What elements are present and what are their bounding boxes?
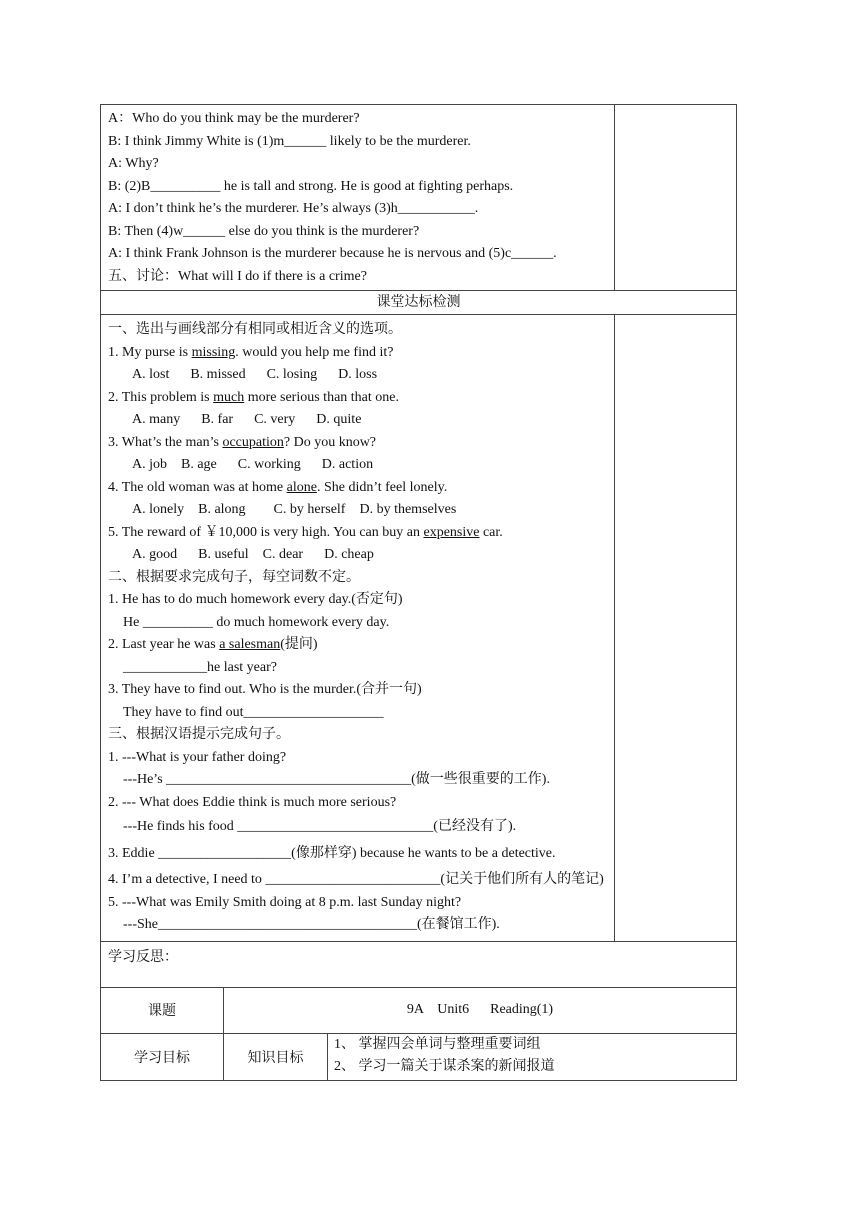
question: 4. The old woman was at home alone. She didn’t feel lonely. (108, 479, 448, 495)
exercise-line: 3. Eddie ___________________(像那样穿) because he wants to be a detective. (108, 845, 556, 861)
question: 1. My purse is missing. would you help me find it? (108, 344, 394, 360)
reflection-label: 学习反思： (108, 949, 178, 965)
exercise-line: 3. They have to find out. Who is the murder.(合并一句) (108, 682, 422, 697)
topic-row (101, 988, 736, 1034)
goals-row (101, 1034, 736, 1080)
section-title: 课堂达标检测 (101, 291, 736, 315)
goals-list (328, 1034, 736, 1080)
goals-label: 学习目标 (101, 1034, 224, 1080)
dialogue-line: A：Who do you think may be the murderer? (108, 111, 360, 126)
question-options: A. job B. age C. working D. action (132, 457, 374, 472)
part3-heading: 三、根据汉语提示完成句子。 (108, 727, 290, 742)
exercise-row (101, 315, 736, 942)
topic-label: 课题 (101, 988, 224, 1033)
question: 3. What’s the man’s occupation? Do you know? (108, 434, 377, 450)
reflection-row (101, 942, 736, 988)
exercise-cell (101, 315, 615, 941)
goal-item: 1、 掌握四会单词与整理重要词组 (334, 1036, 541, 1052)
exercise-line: They have to find out____________________ (123, 704, 384, 720)
question-options: A. lonely B. along C. by herself D. by themselves (132, 502, 457, 517)
dialogue-line: B: I think Jimmy White is (1)m______ likely to be the murderer. (108, 133, 471, 149)
exercise-line: ---He finds his food ____________________________(已经没有了). (123, 819, 517, 834)
question-options: A. good B. useful C. dear D. cheap (132, 547, 374, 562)
worksheet-table (100, 104, 737, 1081)
dialogue-cell (101, 105, 615, 290)
exercise-line: He __________ do much homework every day. (123, 614, 390, 630)
dialogue-line: A: I don’t think he’s the murderer. He’s always (3)h___________. (108, 201, 479, 216)
dialogue-line: B: Then (4)w______ else do you think is the murderer? (108, 223, 420, 239)
part1-heading: 一、选出与画线部分有相同或相近含义的选项。 (108, 322, 402, 337)
exercise-line: 2. --- What does Eddie think is much more serious? (108, 794, 397, 810)
question-options: A. lost B. missed C. losing D. loss (132, 367, 378, 382)
exercise-line: ---He’s ___________________________________(做一些很重要的工作). (123, 772, 550, 787)
question: 5. The reward of ￥10,000 is very high. You can buy an expensive car. (108, 524, 503, 540)
exercise-line: ____________he last year? (123, 659, 277, 675)
question: 2. This problem is much more serious than that one. (108, 389, 399, 405)
exercise-line: 5. ---What was Emily Smith doing at 8 p.m. last Sunday night? (108, 894, 462, 910)
question-options: A. many B. far C. very D. quite (132, 412, 362, 427)
part2-heading: 二、根据要求完成句子，每空词数不定。 (108, 569, 360, 585)
notes-cell (615, 315, 736, 941)
discussion-line: 五、讨论：What will I do if there is a crime? (108, 268, 367, 284)
exercise-line: ---She_____________________________________(在餐馆工作). (123, 917, 500, 932)
topic-value: 9A Unit6 Reading(1) (406, 1002, 554, 1017)
dialogue-line: A: I think Frank Johnson is the murderer because he is nervous and (5)c______. (108, 246, 557, 261)
exercise-line: 4. I’m a detective, I need to _________________________(记关于他们所有人的笔记) (108, 872, 604, 887)
exercise-line: 1. ---What is your father doing? (108, 749, 287, 765)
dialogue-line: A: Why? (108, 156, 159, 171)
exercise-line: 2. Last year he was a salesman(提问) (108, 637, 318, 652)
dialogue-row (101, 105, 736, 291)
knowledge-goal-label: 知识目标 (224, 1034, 328, 1080)
goal-item: 2、 学习一篇关于谋杀案的新闻报道 (334, 1058, 555, 1074)
exercise-line: 1. He has to do much homework every day.(否定句) (108, 592, 403, 607)
dialogue-line: B: (2)B__________ he is tall and strong. He is good at fighting perhaps. (108, 178, 514, 194)
notes-cell (615, 105, 736, 290)
